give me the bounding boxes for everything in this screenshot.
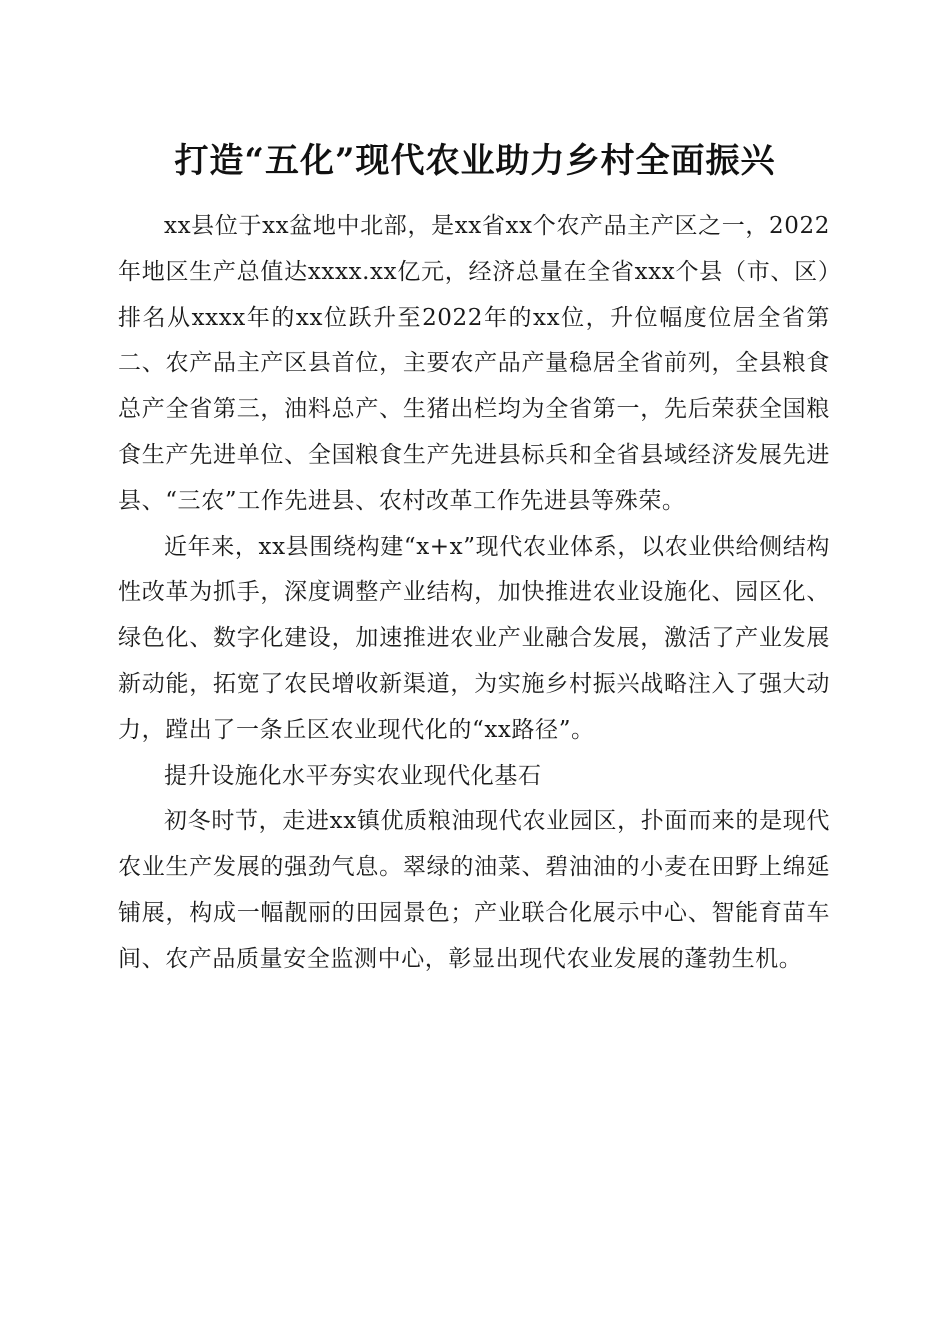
document-body (118, 204, 830, 983)
paragraph-overview: 近年来，xx县围绕构建“x+x”现代农业体系，以农业供给侧结构性改革为抓手，深度调整产业结构，加快推进农业设施化、园区化、绿色化、数字化建设，加速推进农业产业融合发展，激活了产业发展新动能，拓宽了农民增收新渠道，为实施乡村振兴战略注入了强大动力，蹚出了一条丘区农业现代化的“xx路径”。 (118, 533, 830, 743)
paragraph-intro: xx县位于xx盆地中北部，是xx省xx个农产品主产区之一，2022年地区生产总值达xxxx.xx亿元，经济总量在全省xxx个县（市、区）排名从xxxx年的xx位跃升至2022年的xx位，升位幅度位居全省第二、农产品主产区县首位，主要农产品产量稳居全省前列，全县粮食总产全省第三，油料总产、生猪出栏均为全省第一，先后荣获全国粮食生产先进单位、全国粮食生产先进县标兵和全省县域经济发展先进县、“三农”工作先进县、农村改革工作先进县等殊荣。 (118, 213, 830, 514)
section-heading: 提升设施化水平夯实农业现代化基石 (164, 762, 542, 789)
document-title: 打造“五化”现代农业助力乡村全面振兴 (174, 141, 776, 181)
paragraph-park: 初冬时节，走进xx镇优质粮油现代农业园区，扑面而来的是现代农业生产发展的强劲气息。翠绿的油菜、碧油油的小麦在田野上绵延铺展，构成一幅靓丽的田园景色；产业联合化展示中心、智能育苗车间、农产品质量安全监测中心，彰显出现代农业发展的蓬勃生机。 (118, 808, 830, 972)
